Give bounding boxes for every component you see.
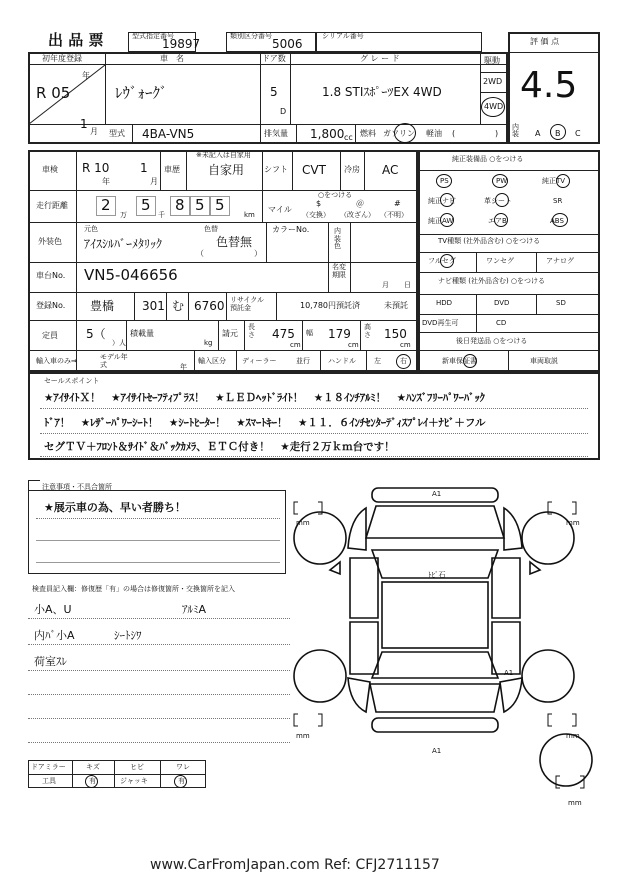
damage-roof: ﾄﾋﾞ石 xyxy=(428,571,446,579)
model-year-label: モデル年式 xyxy=(100,353,128,370)
mileage-digit-2: 5 xyxy=(141,196,151,214)
reg-place: 豊橋 xyxy=(90,299,115,313)
later-warranty[interactable]: 新車保証書 xyxy=(442,357,477,365)
fuel-gasoline-circle xyxy=(394,123,416,143)
unknown-option[interactable]: # xyxy=(394,199,401,208)
height-value: 150 xyxy=(384,327,407,341)
reg-class: 301 xyxy=(142,299,165,313)
sheet-title: 出 品 票 xyxy=(48,31,104,49)
recycle-value: 10,780円預託済 xyxy=(300,301,360,310)
inspection-label: 車検 xyxy=(42,165,58,174)
drive-2wd[interactable]: 2WD xyxy=(483,77,503,86)
model-cert-value: 19897 xyxy=(162,37,201,51)
interior-color-label: 内装色 xyxy=(334,227,341,251)
wheel-rear-left xyxy=(294,650,346,702)
tv-fullseg[interactable]: フルセグ xyxy=(428,257,456,265)
history-value: 自家用 xyxy=(208,163,245,177)
reg-label: 登録No. xyxy=(36,301,66,310)
nav-title: ナビ種類 (社外品含む) ○をつける xyxy=(438,277,546,285)
inspection-month-unit: 月 xyxy=(150,177,158,186)
inspector-label: 検査員記入欄：修復歴「有」の場合は修復箇所・交換箇所を記入 xyxy=(32,585,235,593)
equip-leather[interactable]: 革シート xyxy=(484,197,512,205)
handle-label: ハンドル xyxy=(328,357,356,365)
grade-label: グ レ ー ド xyxy=(360,54,400,63)
displacement-value: 1,800 xyxy=(310,127,345,141)
reg-kana: む xyxy=(172,299,185,313)
later-manual[interactable]: 車両取説 xyxy=(530,357,558,365)
width-label: 幅 xyxy=(306,329,313,337)
tv-title: TV種類 (社外品含む) ○をつける xyxy=(438,237,541,245)
mileage-label: 走行距離 xyxy=(36,201,68,210)
repaint-label: 色替 xyxy=(204,225,218,233)
equip-aw-circle xyxy=(440,213,454,227)
width-unit: cm xyxy=(348,341,359,349)
mileage-sen: 千 xyxy=(158,211,165,219)
reg-number: 6760 xyxy=(194,299,225,313)
sales-line-3: セグＴＶ＋ﾌﾛﾝﾄ＆ｻｲﾄﾞ＆ﾊﾞｯｸｶﾒﾗ、ＥＴＣ付き！ ★走行２万ｋｍ台です！ xyxy=(44,441,395,453)
legend-jack: ジャッキ xyxy=(120,777,148,785)
name-change-month: 月 xyxy=(382,281,389,289)
name-change-day: 日 xyxy=(404,281,411,289)
interior-b[interactable]: B xyxy=(555,129,561,138)
mm-rear-left: mm xyxy=(296,732,310,740)
interior-label: 内装 xyxy=(512,123,519,138)
drive-4wd[interactable]: 4WD xyxy=(484,102,504,111)
color-no-label: カラーNo. xyxy=(272,225,310,234)
swap-option[interactable]: $ xyxy=(316,199,322,208)
first-reg-label: 初年度登録 xyxy=(42,54,82,63)
import-parallel[interactable]: 並行 xyxy=(296,357,310,365)
category-value: 5006 xyxy=(272,37,303,51)
sales-line-1: ★ｱｲｻｲﾄＸ！ ★ｱｲｻｲﾄｾｰﾌﾃｨﾌﾟﾗｽ！ ★ＬＥＤﾍｯﾄﾞﾗｲﾄ！ ★１８ｲﾝﾁｱﾙﾐ！ ★ﾊﾝｽﾞﾌﾘｰﾊﾟﾜｰﾊﾞｯｸ xyxy=(44,392,485,404)
handle-left[interactable]: 左 xyxy=(374,357,381,365)
legend-tools-value: 有 xyxy=(89,777,96,785)
fuel-gasoline[interactable]: ガソリン xyxy=(383,129,415,138)
fuel-diesel[interactable]: 軽油 xyxy=(426,129,442,138)
inspector-line-1-right: ｱﾙﾐA xyxy=(182,603,207,616)
mileage-digit-3: 8 xyxy=(175,196,185,214)
equip-aw[interactable]: 純正AW xyxy=(428,217,454,225)
equip-sr[interactable]: SR xyxy=(553,197,563,205)
tv-analog[interactable]: アナログ xyxy=(546,257,574,265)
orig-color-label: 元色 xyxy=(84,225,98,233)
displacement-label: 排気量 xyxy=(264,129,288,138)
inspection-year: R 10 xyxy=(82,161,110,175)
inspection-month: 1 xyxy=(140,161,148,175)
interior-a[interactable]: A xyxy=(535,129,541,138)
equip-leather-circle xyxy=(495,193,509,207)
category-label: 類別区分番号 xyxy=(230,32,272,40)
equip-airbag-circle xyxy=(494,213,508,227)
import-type-label: 輸入区分 xyxy=(198,357,226,365)
load-label: 積載量 xyxy=(130,329,154,338)
mileage-digit-5: 5 xyxy=(215,196,225,214)
inspector-line-2-left: 内ﾊﾞ小A xyxy=(34,629,75,642)
damage-rear-a1: A1 xyxy=(432,747,442,755)
equip-tv[interactable]: 純正TV xyxy=(542,177,566,185)
rear-bumper xyxy=(372,718,498,732)
orig-color-value: ｱｲｽｼﾙﾊﾞｰﾒﾀﾘｯｸ xyxy=(84,237,163,251)
inspector-line-2-right: ｼｰﾄｼﾜ xyxy=(114,629,142,642)
nav-dvd-playback[interactable]: DVD再生可 xyxy=(422,319,459,327)
doors-value: 5 xyxy=(270,85,278,99)
equip-navi-circle xyxy=(440,193,454,207)
equip-tv-circle xyxy=(556,174,570,188)
equip-ps-circle xyxy=(436,174,452,188)
modified-sub: （改ざん） xyxy=(340,211,375,219)
notes-text: ★展示車の為、早い者勝ち！ xyxy=(44,501,186,514)
swap-sub: （交換） xyxy=(302,211,330,219)
legend-mirror: ドアミラー xyxy=(31,763,66,771)
color-label: 外装色 xyxy=(38,237,62,246)
tv-fullseg-circle xyxy=(440,254,454,268)
handle-right-circle xyxy=(396,354,411,369)
damage-front-a1: A1 xyxy=(432,490,442,498)
legend-break: ワレ xyxy=(176,763,190,771)
car-name: ﾚｳﾞｫｰｸﾞ xyxy=(115,84,168,102)
door-type: D xyxy=(280,107,287,116)
mileage-km: km xyxy=(244,211,255,219)
capacity-label: 定員 xyxy=(42,331,58,340)
width-value: 179 xyxy=(328,327,351,341)
nav-dvd[interactable]: DVD xyxy=(494,299,510,307)
car-name-label: 車 名 xyxy=(160,54,184,63)
equip-ps[interactable]: PS xyxy=(440,177,449,185)
equip-title: 純正装備品 ○をつける xyxy=(452,155,524,163)
mm-spare: mm xyxy=(568,799,582,807)
later-title: 後日発送品 ○をつける xyxy=(456,337,528,345)
first-reg-month: 1 xyxy=(80,117,88,131)
capacity-unit: ）人 xyxy=(112,339,126,347)
mm-rear-right: mm xyxy=(566,732,580,740)
first-reg-year: R 05 xyxy=(36,84,71,102)
claim-label: 請元 xyxy=(222,329,238,338)
roof xyxy=(382,582,488,648)
load-unit: kg xyxy=(204,339,213,347)
recycle-label: リサイクル預託金 xyxy=(230,296,265,313)
first-reg-year-unit: 年 xyxy=(82,71,90,80)
model-cert-label: 型式指定番号 xyxy=(132,32,174,40)
shift-value: CVT xyxy=(302,163,326,177)
damage-side-a1: A1 xyxy=(504,669,514,677)
model-value: 4BA-VN5 xyxy=(142,127,195,141)
height-unit: cm xyxy=(400,341,411,349)
nav-cd[interactable]: CD xyxy=(496,319,507,327)
capacity-value: 5（ xyxy=(86,327,106,341)
recycle-unpaid: 未預託 xyxy=(384,301,408,310)
interior-c[interactable]: C xyxy=(575,129,581,138)
inspector-line-1-left: 小A、U xyxy=(34,603,72,616)
interior-b-circle xyxy=(550,124,566,140)
ac-label: 冷房 xyxy=(344,165,360,174)
name-change-label: 名変期限 xyxy=(332,263,346,279)
chassis-label: 車台No. xyxy=(36,271,66,280)
notes-label: 注意事項・不具合箇所 xyxy=(42,483,112,491)
height-label: 高さ xyxy=(364,323,371,339)
equip-navi[interactable]: 純正ナビ xyxy=(428,197,456,205)
mileage-digit-4: 5 xyxy=(195,196,205,214)
mile-note: ○をつける xyxy=(318,191,353,199)
legend-tools: 工具 xyxy=(42,777,56,785)
history-label: 車歴 xyxy=(164,165,180,174)
drive-4wd-circle xyxy=(481,97,505,117)
drive-label: 駆動 xyxy=(484,56,500,65)
mileage-digit-1: 2 xyxy=(101,196,111,214)
legend-crack: ヒビ xyxy=(130,763,144,771)
sales-label: セールスポイント xyxy=(44,377,100,385)
mm-front-right: mm xyxy=(566,519,580,527)
equip-abs[interactable]: ABS xyxy=(550,217,564,225)
score-label: 評 価 点 xyxy=(530,37,560,46)
shift-label: シフト xyxy=(264,165,288,174)
legend-jack-value: 有 xyxy=(178,777,185,785)
modified-option[interactable]: ＠ xyxy=(356,199,364,208)
tv-oneseg[interactable]: ワンセグ xyxy=(486,257,514,265)
first-reg-month-unit: 月 xyxy=(90,127,98,136)
unknown-sub: （不明） xyxy=(380,211,408,219)
model-label: 型式 xyxy=(109,129,125,138)
car-damage-diagram xyxy=(290,478,600,818)
equip-pw[interactable]: PW xyxy=(496,177,508,185)
fuel-label: 燃料 xyxy=(360,129,376,138)
nav-hdd[interactable]: HDD xyxy=(436,299,453,307)
equip-pw-circle xyxy=(492,174,508,188)
doors-label: ドア数 xyxy=(262,54,286,63)
equip-airbag[interactable]: エアB xyxy=(488,217,507,225)
mm-front-left: mm xyxy=(296,519,310,527)
equip-abs-circle xyxy=(552,213,568,227)
import-label: 輸入車のみ⇒ xyxy=(36,357,77,365)
score-value: 4.5 xyxy=(520,65,578,106)
serial-label: シリアル番号 xyxy=(322,32,364,40)
import-dealer[interactable]: ディーラー xyxy=(242,357,277,365)
length-unit: cm xyxy=(290,341,301,349)
model-year-unit: 年 xyxy=(180,363,187,371)
mileage-man: 万 xyxy=(120,211,127,219)
chassis-value: VN5-046656 xyxy=(84,266,178,284)
nav-sd[interactable]: SD xyxy=(556,299,566,307)
mile-option[interactable]: マイル xyxy=(268,205,292,214)
length-value: 475 xyxy=(272,327,295,341)
length-label: 長さ xyxy=(248,323,255,339)
history-note: ※未記入は自家用 xyxy=(196,151,251,159)
repaint-value: 色替無 xyxy=(216,235,253,249)
inspection-year-unit: 年 xyxy=(102,177,110,186)
later-warranty-circle xyxy=(463,354,477,368)
legend-scratch: キズ xyxy=(86,763,100,771)
cc-unit: cc xyxy=(344,133,353,142)
handle-right[interactable]: 右 xyxy=(400,357,407,365)
inspector-line-3: 荷室ｽﾚ xyxy=(34,655,67,668)
footer-ref: www.CarFromJapan.com Ref: CFJ2711157 xyxy=(150,857,440,873)
ac-value: AC xyxy=(382,163,399,177)
grade-value: 1.8 STIｽﾎﾟｰﾂEX 4WD xyxy=(322,85,442,99)
sales-line-2: ﾄﾞｱ！ ★ﾚｻﾞｰﾊﾟﾜｰｼｰﾄ！ ★ｼｰﾄﾋｰﾀｰ！ ★ｽﾏｰﾄｷｰ！ ★１１．６ｲﾝﾁｾﾝﾀｰﾃﾞｨｽﾌﾟﾚｲ＋ﾅﾋﾞ＋フル xyxy=(44,417,486,429)
wheel-rear-right xyxy=(522,650,574,702)
